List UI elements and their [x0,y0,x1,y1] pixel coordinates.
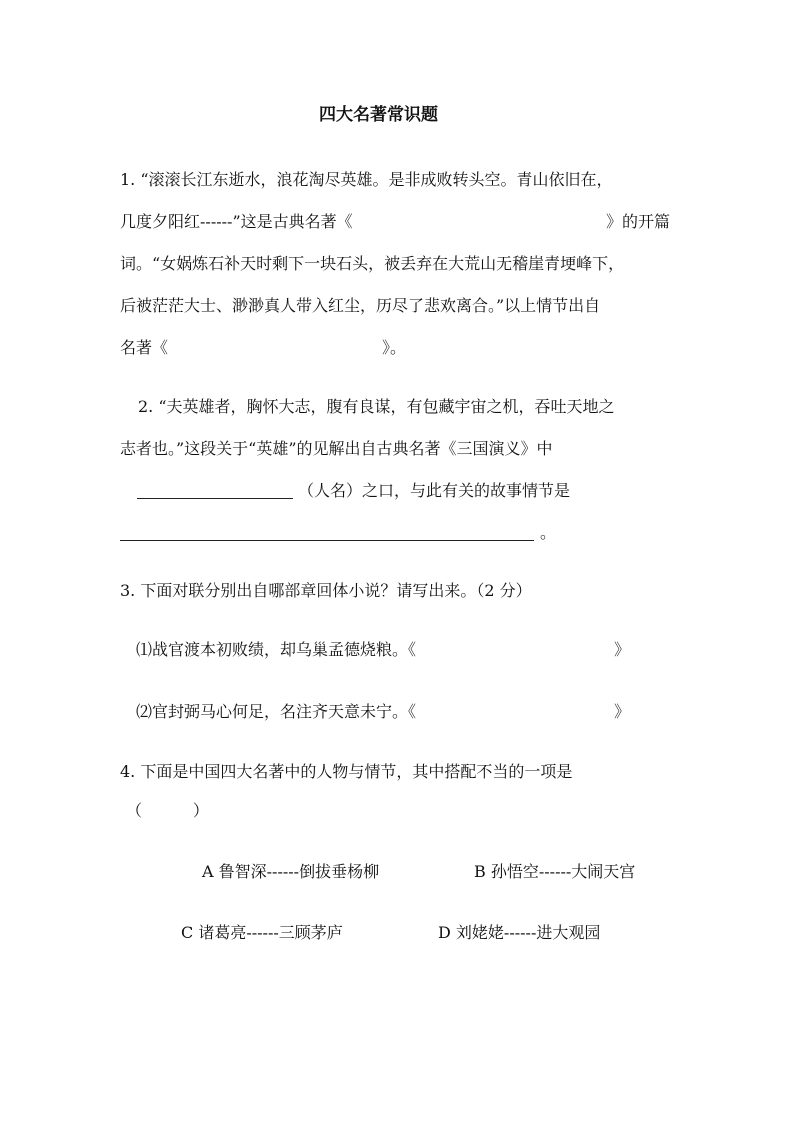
q1-line-2a: 几度夕阳红------”这是古典名著《 [120,212,353,231]
q2-answer-blank-name [137,498,293,499]
q1-line-3: 词。“女娲炼石补天时剩下一块石头，被丢弃在大荒山无稽崖青埂峰下， [120,254,625,273]
q2-answer-blank-story [120,540,534,541]
q2-line-4-end: 。 [540,523,557,542]
q1-line-4: 后被茫茫大士、渺渺真人带入红尘，历尽了悲欢离合。”以上情节出自 [120,296,601,315]
q2-line-3: （人名）之口，与此有关的故事情节是 [298,481,571,500]
q4-line-1: 4. 下面是中国四大名著中的人物与情节，其中搭配不当的一项是 [120,762,573,781]
q3-item-2a: ⑵官封弼马心何足，名注齐天意未宁。《 [136,702,417,721]
q3-item-1b: 》 [614,640,631,659]
q1-line-5a: 名著《 [120,338,169,357]
q3-item-1a: ⑴战官渡本初败绩，却乌巢孟德烧粮。《 [136,640,417,659]
q4-option-b: B 孙悟空------大闹天宫 [474,862,636,881]
q2-line-2: 志者也。”这段关于“英雄”的见解出自古典名著《三国演义》中 [120,439,553,458]
q3-item-2b: 》 [614,702,631,721]
q3-line-1: 3. 下面对联分别出自哪部章回体小说？请写出来。（2 分） [120,581,532,600]
q1-line-5b: 》。 [382,338,407,357]
q4-option-d: D 刘姥姥------进大观园 [438,923,601,942]
page-title: 四大名著常识题 [319,105,438,125]
q1-line-1: 1. “滚滚长江东逝水，浪花淘尽英雄。是非成败转头空。青山依旧在， [120,170,613,189]
q4-option-a: A 鲁智深------倒拔垂杨柳 [202,862,380,881]
q4-answer-paren: （ ） [126,801,209,820]
q4-option-c: C 诸葛亮------三顾茅庐 [181,923,343,942]
q1-line-2b: 》的开篇 [606,212,671,231]
q2-line-1: 2. “夫英雄者，胸怀大志，腹有良谋，有包藏宇宙之机，吞吐天地之 [138,397,615,416]
